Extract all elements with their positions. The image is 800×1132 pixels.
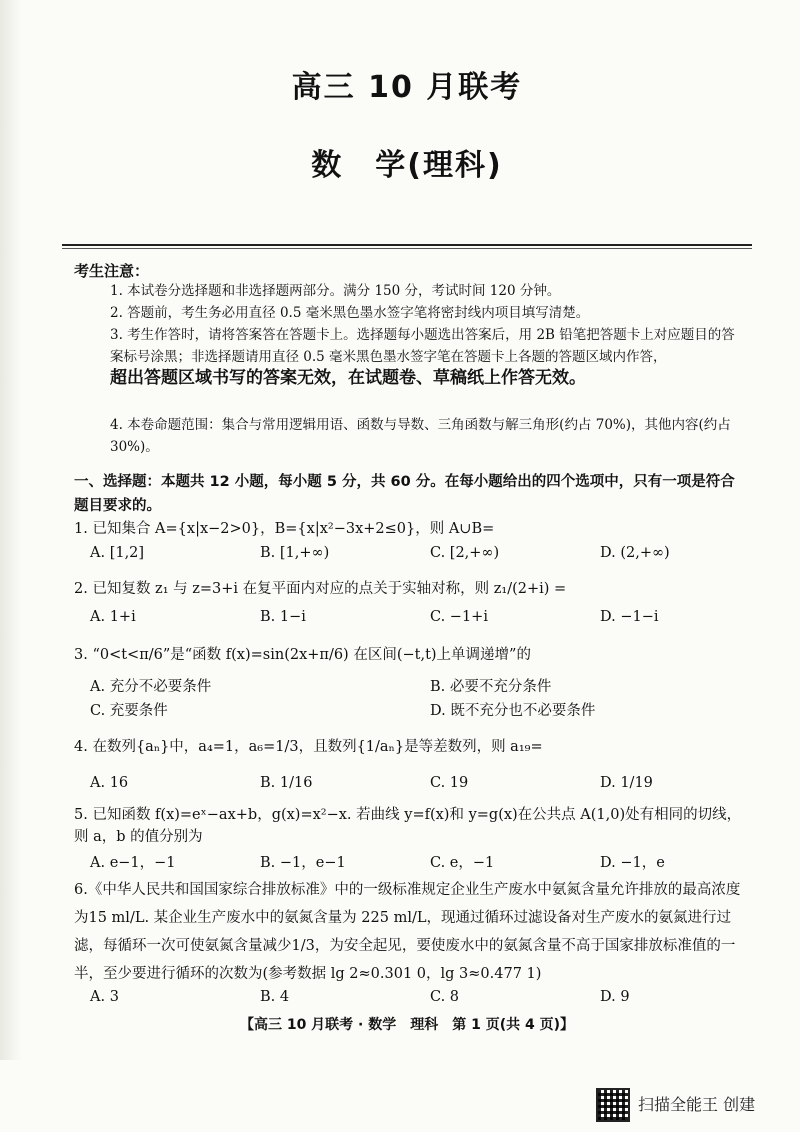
question-3-stem: 3. “0<t<π/6”是“函数 f(x)=sin(2x+π/6) 在区间(−t,t)上单调递增”的 — [74, 647, 531, 663]
exam-title: 高三 10 月联考 — [291, 70, 523, 105]
q3-option-d: D. 既不充分也不必要条件 — [430, 703, 596, 719]
q3-option-c: C. 充要条件 — [90, 703, 168, 719]
divider-line-thin — [62, 248, 752, 249]
q2-option-a: A. 1+i — [90, 609, 136, 625]
q4-option-d: D. 1/19 — [600, 775, 653, 791]
section-heading: 一、选择题：本题共 12 小题，每小题 5 分，共 60 分。在每小题给出的四个选项中，只有一项是符合题目要求的。 — [74, 474, 735, 514]
page-footer: 【高三 10 月联考 · 数学 理科 第 1 页(共 4 页)】 — [239, 1017, 575, 1033]
q6-option-b: B. 4 — [260, 989, 290, 1005]
scan-edge-shadow — [0, 0, 22, 1060]
notice-item-3-emphasis: 超出答题区域书写的答案无效，在试题卷、草稿纸上作答无效。 — [110, 368, 586, 388]
question-6-stem: 6.《中华人民共和国国家综合排放标准》中的一级标准规定企业生产废水中氨氮含量允许排放的最高浓度为15 ml/L. 某企业生产废水中的氨氮含量为 225 ml/L，现通过循环过滤设备对生产废水的氨氮进行过滤，每循环一次可使氨氮含量减少1/3，为安全起见，要使废水中的氨氮含量不高于国家排放标准值的一半，至少要进行循环的次数为(参考数据 lg 2≈0.301 0，lg 3≈0.477 1) — [74, 882, 741, 982]
q4-option-a: A. 16 — [90, 775, 129, 791]
q6-option-c: C. 8 — [430, 989, 460, 1005]
q1-option-b: B. [1,+∞) — [260, 545, 330, 561]
q4-option-c: C. 19 — [430, 775, 469, 791]
q5-option-b: B. −1，e−1 — [260, 855, 346, 871]
watermark-text: 扫描全能王 创建 — [638, 1095, 756, 1114]
notice-item-2: 2. 答题前，考生务必用直径 0.5 毫米黑色墨水签字笔将密封线内项目填写清楚。 — [110, 305, 590, 321]
q6-option-a: A. 3 — [90, 989, 119, 1005]
q6-option-d: D. 9 — [600, 989, 630, 1005]
q2-option-c: C. −1+i — [430, 609, 488, 625]
q3-option-b: B. 必要不充分条件 — [430, 679, 552, 695]
q2-option-d: D. −1−i — [600, 609, 659, 625]
q5-option-a: A. e−1，−1 — [90, 855, 176, 871]
question-1-stem: 1. 已知集合 A={x|x−2>0}，B={x|x²−3x+2≤0}，则 A∪B= — [74, 521, 495, 537]
q1-option-d: D. (2,+∞) — [600, 545, 670, 561]
scanner-watermark — [596, 1088, 786, 1124]
q5-option-d: D. −1，e — [600, 855, 665, 871]
notice-item-1: 1. 本试卷分选择题和非选择题两部分。满分 150 分，考试时间 120 分钟。 — [110, 283, 561, 299]
question-4-stem: 4. 在数列{aₙ}中，a₄=1，a₆=1/3，且数列{1/aₙ}是等差数列，则 a₁₉= — [74, 739, 543, 755]
notice-item-3 — [110, 324, 740, 368]
q1-option-a: A. [1,2] — [90, 545, 145, 561]
q3-option-a: A. 充分不必要条件 — [90, 679, 212, 695]
notice-item-3-text: 3. 考生作答时，请将答案答在答题卡上。选择题每小题选出答案后，用 2B 铅笔把答题卡上对应题目的答案标号涂黑；非选择题请用直径 0.5 毫米黑色墨水签字笔在答题卡上各题的答题区域内作答， — [110, 327, 735, 365]
exam-subject: 数 学(理科) — [311, 148, 503, 183]
q2-option-b: B. 1−i — [260, 609, 306, 625]
divider-line — [62, 244, 752, 246]
qr-code-icon — [596, 1088, 630, 1122]
notice-item-4: 4. 本卷命题范围：集合与常用逻辑用语、函数与导数、三角函数与解三角形(约占 70%)，其他内容(约占 30%)。 — [110, 417, 731, 455]
notice-heading: 考生注意： — [74, 262, 150, 280]
question-2-stem: 2. 已知复数 z₁ 与 z=3+i 在复平面内对应的点关于实轴对称，则 z₁/(2+i) = — [74, 581, 567, 597]
q1-option-c: C. [2,+∞) — [430, 545, 500, 561]
question-5-stem: 5. 已知函数 f(x)=eˣ−ax+b，g(x)=x²−x. 若曲线 y=f(x)和 y=g(x)在公共点 A(1,0)处有相同的切线，则 a，b 的值分别为 — [74, 807, 742, 845]
q5-option-c: C. e，−1 — [430, 855, 495, 871]
q4-option-b: B. 1/16 — [260, 775, 313, 791]
